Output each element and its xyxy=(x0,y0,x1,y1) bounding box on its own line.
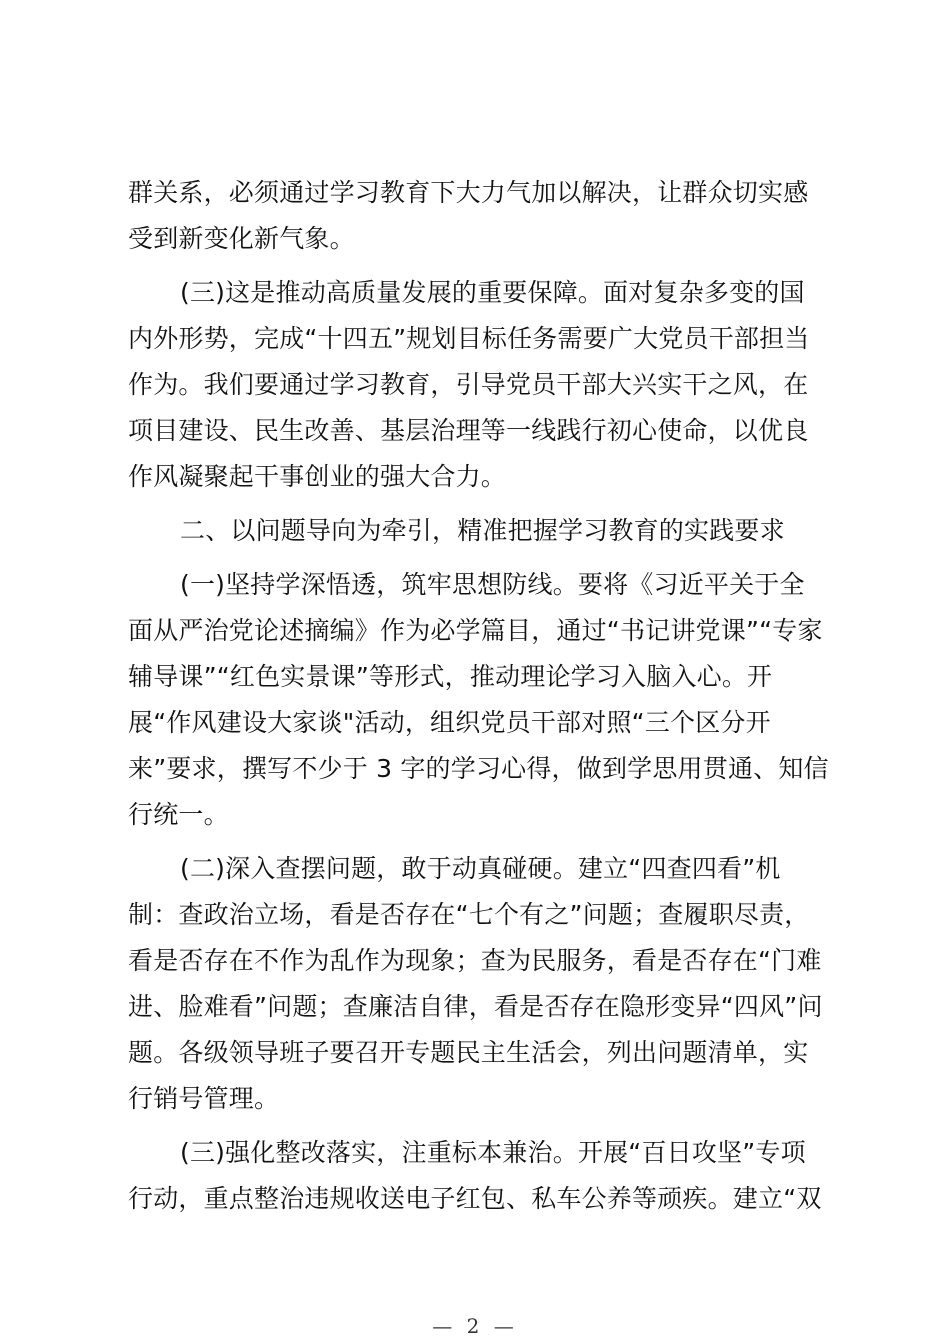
text-line: 制：查政治立场，看是否存在“七个有之”问题；查履职尽责， xyxy=(128,900,810,929)
text-line: 群关系，必须通过学习教育下大力气加以解决，让群众切实感 xyxy=(128,178,809,207)
text-line: 行统一。 xyxy=(128,800,229,829)
text-line: 作为。我们要通过学习教育，引导党员干部大兴实干之风，在 xyxy=(128,370,809,399)
paragraph xyxy=(128,846,836,1122)
text-line: 作风凝聚起干事创业的强大合力。 xyxy=(128,462,507,491)
text-line: 题。各级领导班子要召开专题民主生活会，列出问题清单，实 xyxy=(128,1038,809,1067)
text-line: 看是否存在不作为乱作为现象；查为民服务，看是否存在“门难 xyxy=(128,946,822,975)
text-line: 项目建设、民生改善、基层治理等一线践行初心使命，以优良 xyxy=(128,416,809,445)
text-line: (二)深入查摆问题，敢于动真碰硬。建立“四查四看”机 xyxy=(180,854,781,883)
text-line: 展“作风建设大家谈"活动，组织党员干部对照“三个区分开 xyxy=(128,708,771,737)
text-line: 辅导课”“红色实景课”等形式，推动理论学习入脑入心。开 xyxy=(128,662,773,691)
text-line: 进、脸难看”问题；查廉洁自律，看是否存在隐形变异“四风”问 xyxy=(128,992,823,1021)
text-line: 面从严治党论述摘编》作为必学篇目，通过“书记讲党课”“专家 xyxy=(128,616,823,645)
paragraph xyxy=(128,562,836,838)
text-line: (三)强化整改落实，注重标本兼治。开展“百日攻坚”专项 xyxy=(180,1138,806,1167)
page-number: — 2 — xyxy=(432,1314,518,1338)
text-line: 行销号管理。 xyxy=(128,1084,280,1113)
body-text xyxy=(128,170,836,1222)
text-line: 内外形势，完成“十四五”规划目标任务需要广大党员干部担当 xyxy=(128,324,810,353)
text-line: 受到新变化新气象。 xyxy=(128,224,355,253)
text-line: (三)这是推动高质量发展的重要保障。面对复杂多变的国 xyxy=(180,278,805,307)
heading-line: 二、以问题导向为牵引，精准把握学习教育的实践要求 xyxy=(180,516,785,545)
text-line: (一)坚持学深悟透，筑牢思想防线。要将《习近平关于全 xyxy=(180,570,805,599)
section-heading xyxy=(128,508,836,554)
paragraph xyxy=(128,270,836,500)
paragraph xyxy=(128,1130,836,1222)
text-line: 来”要求，撰写不少于 3 字的学习心得，做到学思用贯通、知信 xyxy=(128,754,829,783)
paragraph xyxy=(128,170,836,262)
text-line: 行动，重点整治违规收送电子红包、私车公养等顽疾。建立“双 xyxy=(128,1184,822,1213)
